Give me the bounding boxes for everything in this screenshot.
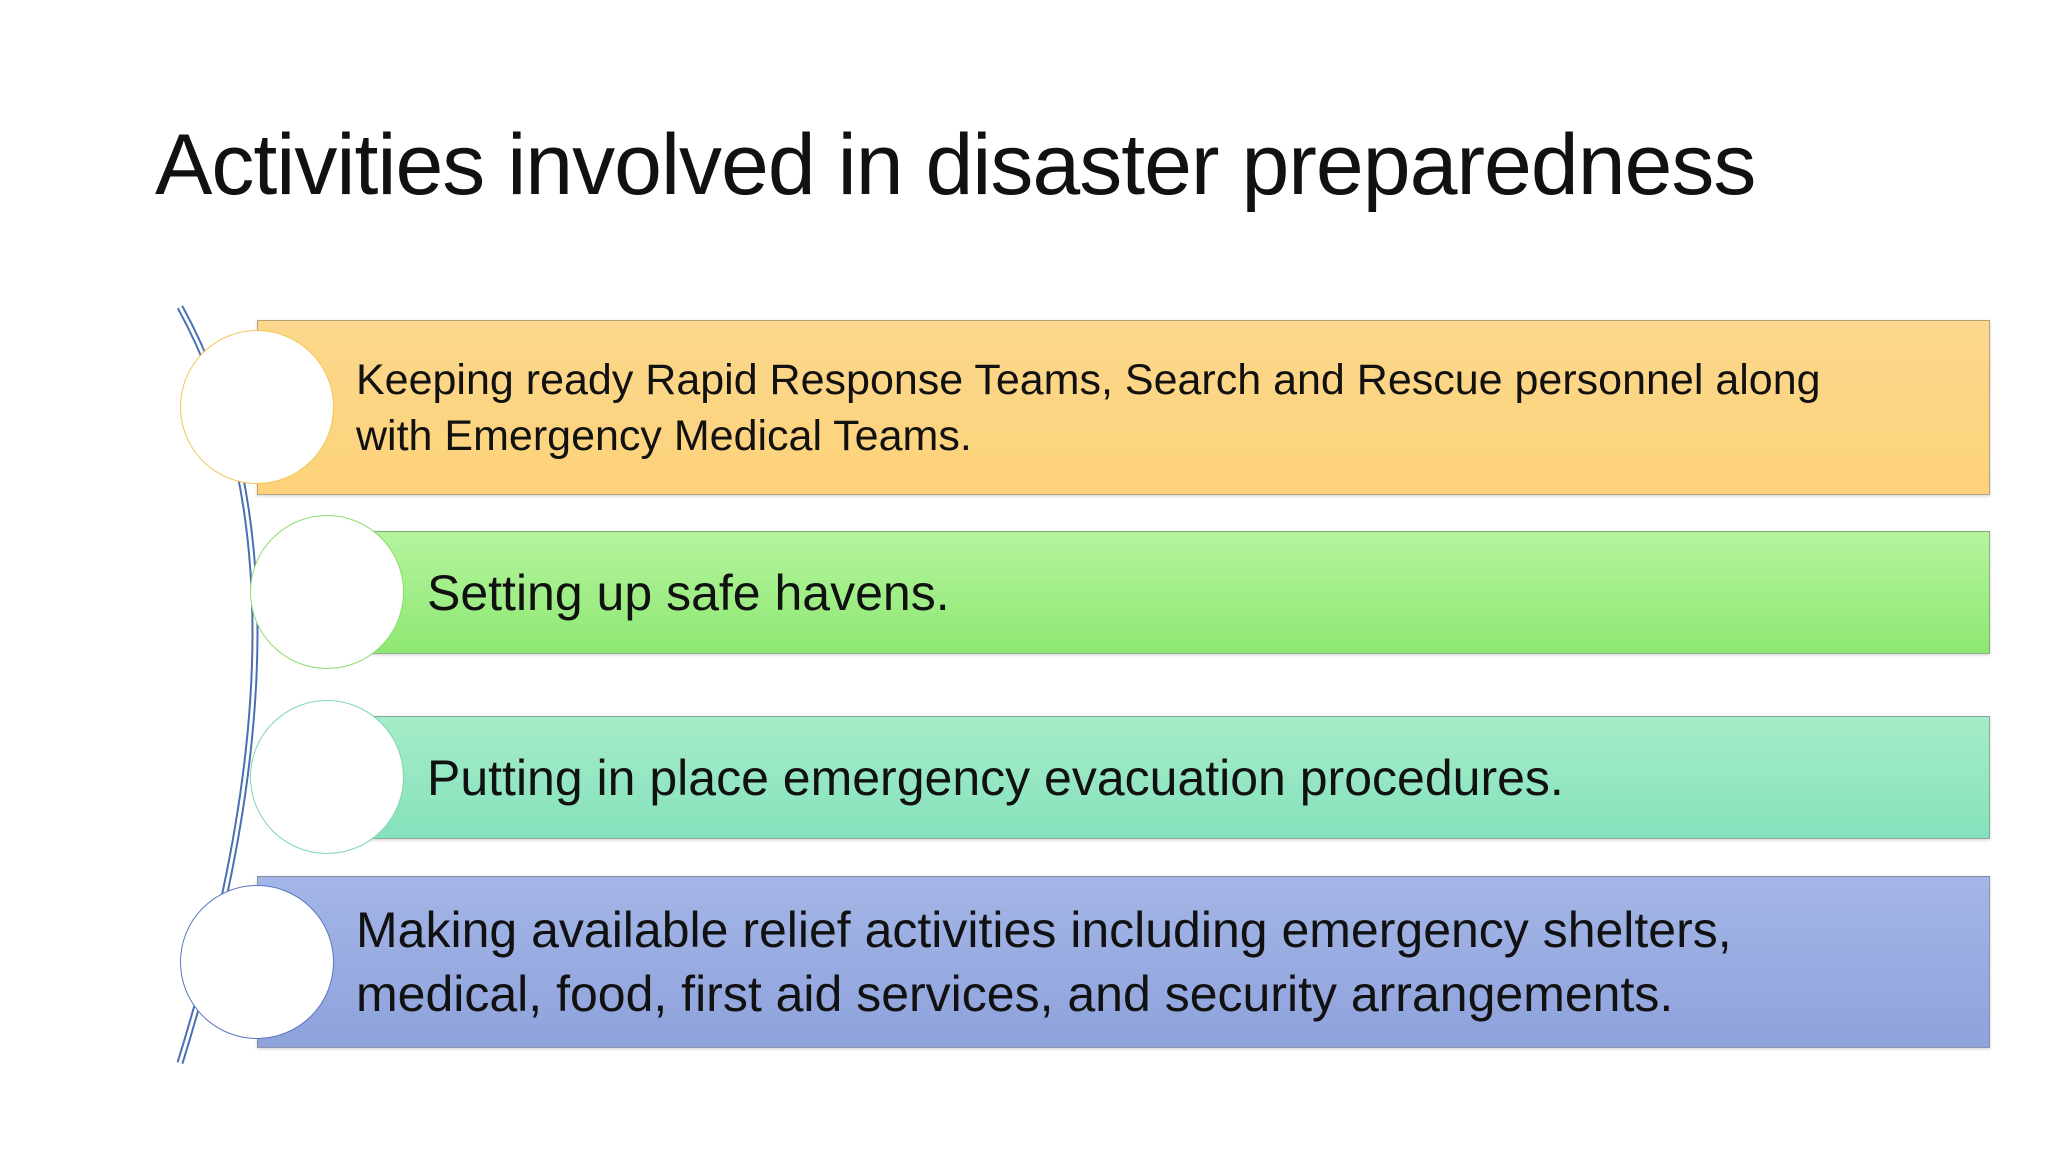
item-bar-2: [328, 531, 1990, 654]
item-bar-4: [257, 876, 1990, 1048]
item-text-2: Setting up safe havens.: [427, 564, 950, 621]
item-bar-1: [257, 320, 1990, 495]
item-circle-3: [250, 700, 404, 854]
item-circle-1: [180, 330, 334, 484]
item-circle-2: [250, 515, 404, 669]
item-bar-3: [328, 716, 1990, 839]
item-text-1: Keeping ready Rapid Response Teams, Search and Rescue personnel along with Emergency Medical Teams.: [356, 355, 1821, 460]
slide-title: Activities involved in disaster preparedness: [155, 117, 1756, 213]
item-circle-4: [180, 885, 334, 1039]
item-text-4: Making available relief activities including emergency shelters, medical, food, first aid services, and security arrangements.: [356, 902, 1732, 1022]
item-text-3: Putting in place emergency evacuation procedures.: [427, 749, 1564, 806]
